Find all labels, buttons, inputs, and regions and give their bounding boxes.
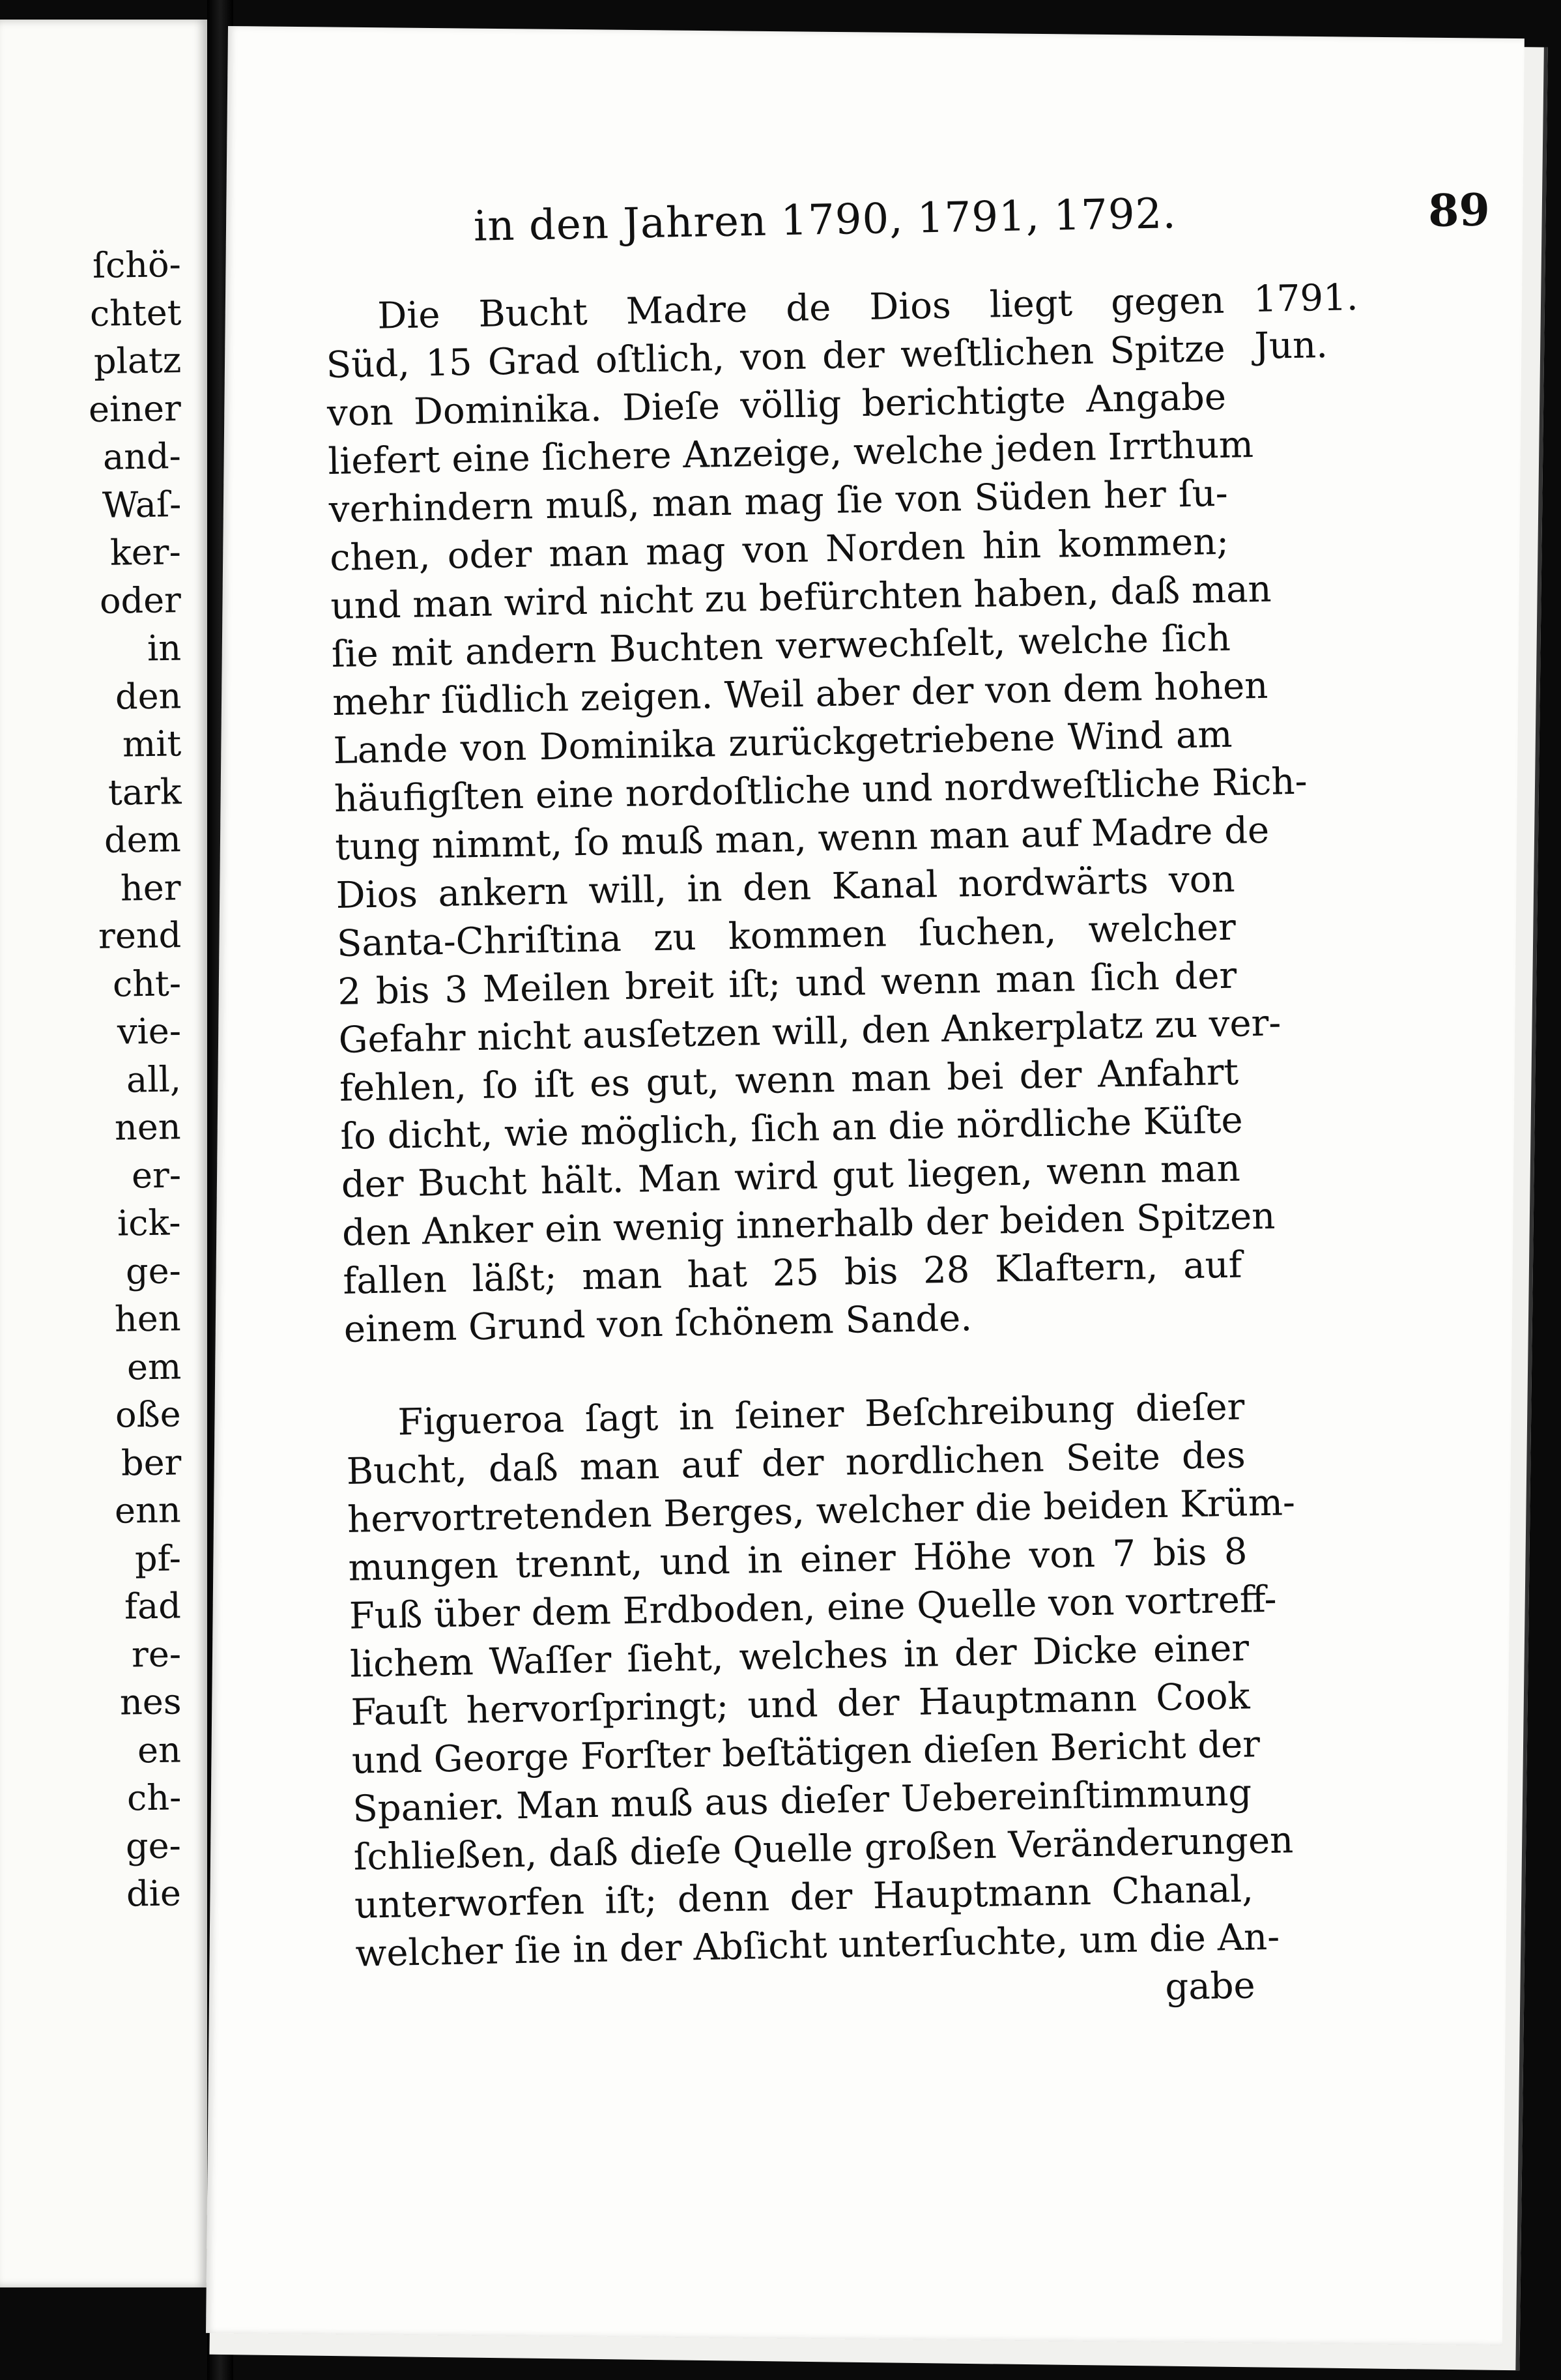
text-line: und man wird nicht zu befürchten haben, daß man [330,568,1272,628]
left-page-line-fragment: rend [98,914,182,957]
left-page-line-fragment: Waſ- [102,483,182,526]
text-line: ſchließen, daß dieſe Quelle großen Veränderungen [353,1819,1294,1879]
text-line: verhindern muß, man mag ſie von Süden her ſu- [328,472,1229,532]
left-page-line-fragment: nes [119,1681,182,1723]
left-page-line-fragment: pf- [134,1537,182,1579]
text-line: Santa-Chriſtina zu kommen ſuchen, welcher [336,906,1237,965]
left-page [0,20,207,2287]
text-line: den Anker ein wenig innerhalb der beiden Spitzen [341,1195,1276,1255]
left-page-line-fragment: oße [115,1393,182,1436]
text-line: lichem Waſſer ſieht, welches in der Dicke einer [349,1627,1250,1686]
left-page-line-fragment: em [126,1345,182,1388]
text-line: der Bucht hält. Man wird gut liegen, wenn man [341,1147,1241,1206]
left-page-line-fragment: dem [104,819,182,861]
text-line: Spanier. Man muß aus dieſer Uebereinſtimmung [352,1771,1252,1831]
paragraph [345,1384,1296,1979]
left-page-line-fragment: ick- [117,1202,182,1244]
text-line: Figueroa ſagt in ſeiner Beſchreibung dieſer [397,1386,1245,1444]
text-line: Gefahr nicht ausſetzen will, den Ankerplatz zu ver- [338,1002,1282,1062]
left-page-line-fragment: en [137,1729,182,1771]
text-line: Dios ankern will, in den Kanal nordwärts von [336,858,1236,917]
text-line: ſo dicht, wie möglich, ſich an die nördliche Küſte [339,1099,1244,1158]
page-content [223,20,1561,2351]
text-line: und George Forſter beſtätigen dieſen Bericht der [351,1723,1261,1782]
left-page-line-fragment: mit [122,723,182,765]
left-page-line-fragment: tark [107,770,182,813]
left-page-line-fragment: die [126,1872,182,1915]
text-line: Die Bucht Madre de Dios liegt gegen [377,279,1225,338]
text-line: chen, oder man mag von Norden hin kommen; [329,520,1229,580]
left-page-line-fragment: platz [93,340,182,382]
text-line: fallen läßt; man hat 25 bis 28 Klaftern, auf [342,1243,1242,1303]
left-page-line-fragment: enn [115,1489,182,1531]
text-line: Fauſt hervorſpringt; und der Hauptmann Cook [351,1675,1251,1734]
left-page-line-fragment: einer [88,387,182,430]
text-line: von Dominika. Dieſe völlig berichtigte Angabe [326,375,1227,435]
text-line: 2 bis 3 Meilen breit iſt; und wenn man ſich der [337,954,1237,1013]
page-number: 89 [1427,184,1491,238]
text-line: unterworfen iſt; denn der Hauptmann Chanal, [354,1868,1254,1927]
catchword: gabe [1164,1964,1256,2009]
left-page-line-fragment: re- [131,1633,182,1676]
left-page-line-fragment: er- [131,1154,182,1197]
left-page-line-fragment: den [115,675,182,718]
left-page-line-fragment: her [120,866,182,909]
text-line: welcher ſie in der Abſicht unterſuchte, um die An- [354,1915,1280,1975]
left-page-line-fragment: nen [115,1106,182,1148]
right-page [206,26,1525,2345]
left-page-line-fragment: in [147,627,182,669]
left-page-line-fragment: oder [99,579,182,622]
left-page-line-fragment: ge- [125,1249,182,1292]
margin-note-year: 1791. [1253,276,1359,321]
text-line: mungen trennt, und in einer Höhe von 7 bis 8 [348,1530,1248,1589]
text-line: liefert eine ſichere Anzeige, welche jeden Irrthum [327,424,1254,484]
left-page-line-fragment: ber [121,1441,182,1484]
left-page-line-fragment: ſchö- [92,244,182,286]
text-line: ſie mit andern Buchten verwechſelt, welche ſich [331,617,1231,676]
text-line: Süd, 15 Grad oſtlich, von der weſtlichen Spitze [326,327,1226,387]
margin-note [1253,274,1360,370]
left-page-line-fragment: vie- [117,1010,182,1052]
text-line: mehr ſüdlich zeigen. Weil aber der von dem hohen [332,664,1268,725]
left-page-line-fragment: chtet [89,291,182,334]
text-line: häufigſten eine nordoſtliche und nordweſtliche Rich- [334,760,1308,821]
text-line: Lande von Dominika zurückgetriebene Wind am [333,713,1233,773]
text-line: tung nimmt, ſo muß man, wenn man auf Madre de [334,809,1270,869]
margin-note-month: Jun. [1253,323,1328,368]
text-line: einem Grund von ſchönem Sande. [343,1297,973,1351]
text-line: Fuß über dem Erdboden, eine Quelle von vortreff- [349,1578,1278,1638]
left-page-line-fragment: fad [124,1585,182,1627]
left-page-line-fragment: all, [126,1058,182,1101]
text-line: fehlen, ſo iſt es gut, wenn man bei der Anfahrt [339,1051,1239,1110]
left-page-line-fragment: ker- [109,531,182,573]
left-page-line-fragment: hen [115,1298,182,1340]
left-page-line-fragment: ge- [125,1824,182,1867]
page-header [473,184,1491,268]
left-page-line-fragment: ch- [126,1777,182,1819]
left-page-line-fragment: and- [102,435,182,478]
text-line: hervortretenden Berges, welcher die beiden Krüm- [347,1481,1296,1541]
text-line: Bucht, daß man auf der nordlichen Seite des [346,1434,1246,1493]
running-head: in den Jahren 1790, 1791, 1792. [473,190,1177,251]
left-page-line-fragment: cht- [112,962,182,1005]
